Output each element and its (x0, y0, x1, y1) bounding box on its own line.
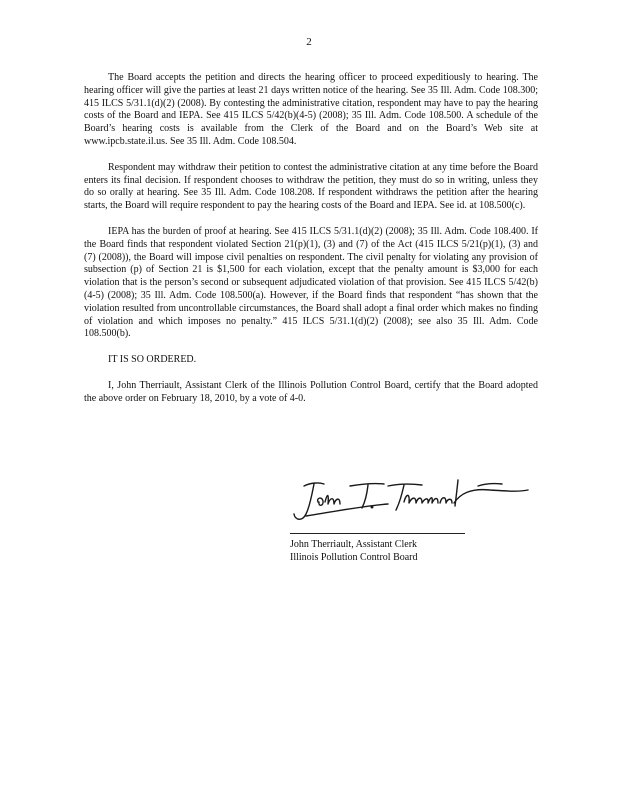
order-body (84, 72, 538, 419)
signer-name-title: John Therriault, Assistant Clerk (290, 539, 418, 550)
page-number: 2 (306, 36, 312, 48)
paragraph-burden-of-proof: IEPA has the burden of proof at hearing. See 415 ILCS 5/31.1(d)(2) (2008); 35 Ill. Adm. Code 108.400. If the Board finds that respondent violated Section 21(p)(1), (3) and (7) of the Act (415 ILCS 5/21(p)(1), (3) and (7) (2008)), the Board will impose civil penalties on respondent. The civil penalty for violating any provision of subsection (p) of Section 21 is $1,500 for each violation, except that the penalty amount is $3,000 for each violation that is the person’s second or subsequent adjudicated violation of that provision. See 415 ILCS 5/42(b)(4-5) (2008); 35 Ill. Adm. Code 108.500(a). However, if the Board finds that respondent “has shown that the violation resulted from uncontrollable circumstances, the Board shall adopt a final order which makes no finding of violation and which imposes no penalty.” 415 ILCS 5/31.1(d)(2) (2008); see also 35 Ill. Adm. Code 108.500(b). (84, 225, 538, 340)
paragraph-hearing: The Board accepts the petition and directs the hearing officer to proceed expeditiously to hearing. The hearing officer will give the parties at least 21 days written notice of the hearing. See 35 Ill. Adm. Code 108.300; 415 ILCS 5/31.1(d)(2) (2008). By contesting the administrative citation, respondent may have to pay the hearing costs of the Board and IEPA. See 415 ILCS 5/42(b)(4-5) (2008); 35 Ill. Adm. Code 108.500. A schedule of the Board’s hearing costs is available from the Clerk of the Board and on the Board’s Web site at www.ipcb.state.il.us. See 35 Ill. Adm. Code 108.504. (84, 72, 538, 147)
signature-block (290, 538, 418, 564)
paragraph-withdrawal: Respondent may withdraw their petition to contest the administrative citation at any time before the Board enters its final decision. If respondent chooses to withdraw the petition, they must do so in writing, unless they do so orally at hearing. See 35 Ill. Adm. Code 108.208. If respondent withdraws the petition after the hearing starts, the Board will require respondent to pay the hearing costs of the Board and IEPA. See id. at 108.500(c). (84, 161, 538, 212)
handwritten-signature (292, 476, 532, 526)
clerk-certification: I, John Therriault, Assistant Clerk of the Illinois Pollution Control Board, certify that the Board adopted the above order on February 18, 2010, by a vote of 4-0. (84, 379, 538, 404)
so-ordered-line: IT IS SO ORDERED. (108, 354, 197, 366)
signature-line (290, 533, 465, 534)
signer-organization: Illinois Pollution Control Board (290, 552, 418, 563)
